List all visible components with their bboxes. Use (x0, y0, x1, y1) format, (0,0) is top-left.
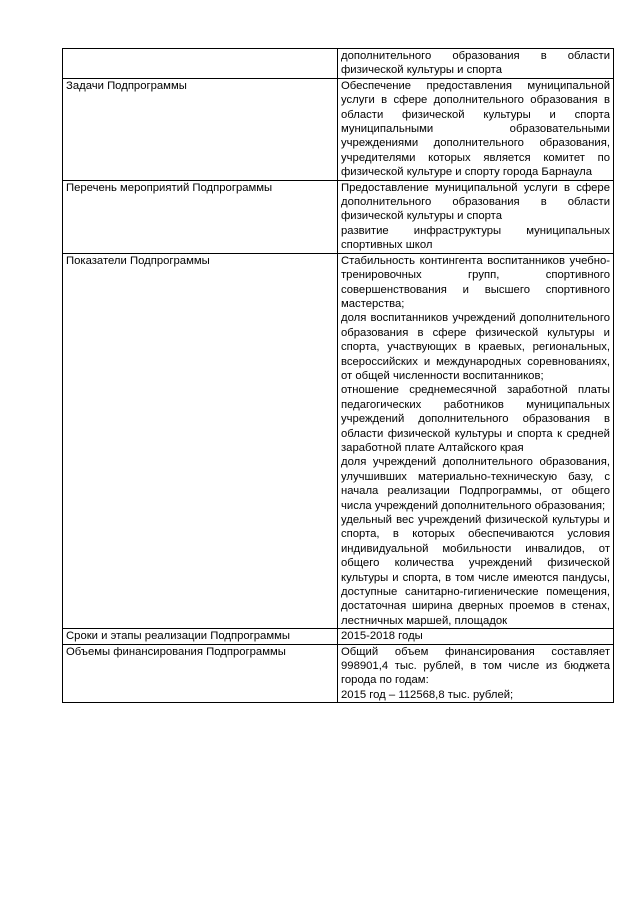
content-paragraph: Обеспечение предоставления муниципальной услуги в сфере дополнительного образования в области физической культуры и спорта муниципальными образовательными учреждениями дополнительного образования, учредителями которых является комитет по физической культуре и спорту города Барнаула (341, 79, 610, 179)
content-paragraph: доля воспитанников учреждений дополнительного образования в сфере физической культуры и спорта, участвующих в краевых, региональных, всероссийских и международных соревнованиях, от общей численности воспитанников; (341, 312, 610, 382)
row-label: Перечень мероприятий Подпрограммы (63, 180, 338, 253)
content-paragraph: Стабильность контингента воспитанников учебно-тренировочных групп, спортивного совершенствования и высшего спортивного мастерства; (341, 254, 610, 310)
row-content (338, 180, 614, 253)
row-label: Показатели Подпрограммы (63, 253, 338, 629)
row-label: Объемы финансирования Подпрограммы (63, 644, 338, 703)
row-content (338, 644, 614, 703)
row-content (338, 253, 614, 629)
row-content (338, 629, 614, 644)
content-paragraph: доля учреждений дополнительного образования, улучшивших материально-техническую базу, с начала реализации Подпрограммы, от общего числа учреждений дополнительного образования; (341, 456, 610, 512)
content-paragraph: 2015-2018 годы (341, 630, 423, 643)
content-paragraph: удельный вес учреждений физической культуры и спорта, в которых обеспечиваются условия индивидуальной мобильности инвалидов, от общего количества учреждений физической культуры и спорта, в том числе имеются пандусы, доступные санитарно-гигиенические помещения, достаточная ширина дверных проемов в стенах, лестничных маршей, площадок (341, 514, 610, 627)
row-label (63, 49, 338, 79)
table-row (63, 629, 614, 644)
content-paragraph: 2015 год – 112568,8 тыс. рублей; (341, 688, 514, 701)
table-row (63, 180, 614, 253)
row-content (338, 49, 614, 79)
content-paragraph: Предоставление муниципальной услуги в сфере дополнительного образования в области физической культуры и спорта (341, 181, 610, 223)
row-label: Сроки и этапы реализации Подпрограммы (63, 629, 338, 644)
content-paragraph: Общий объем финансирования составляет 998901,4 тыс. рублей, в том числе из бюджета города по годам: (341, 645, 610, 687)
table-row (63, 253, 614, 629)
table-row (63, 78, 614, 180)
table-row (63, 644, 614, 703)
content-paragraph: дополнительного образования в области физической культуры и спорта (341, 50, 610, 77)
table-row (63, 49, 614, 79)
content-paragraph: отношение среднемесячной заработной платы педагогических работников муниципальных учреждений дополнительного образования в области физической культуры и спорта к средней заработной плате Алтайского края (341, 384, 610, 454)
row-label: Задачи Подпрограммы (63, 78, 338, 180)
subprogram-passport-table (62, 48, 614, 703)
row-content (338, 78, 614, 180)
content-paragraph: развитие инфраструктуры муниципальных спортивных школ (341, 224, 610, 252)
